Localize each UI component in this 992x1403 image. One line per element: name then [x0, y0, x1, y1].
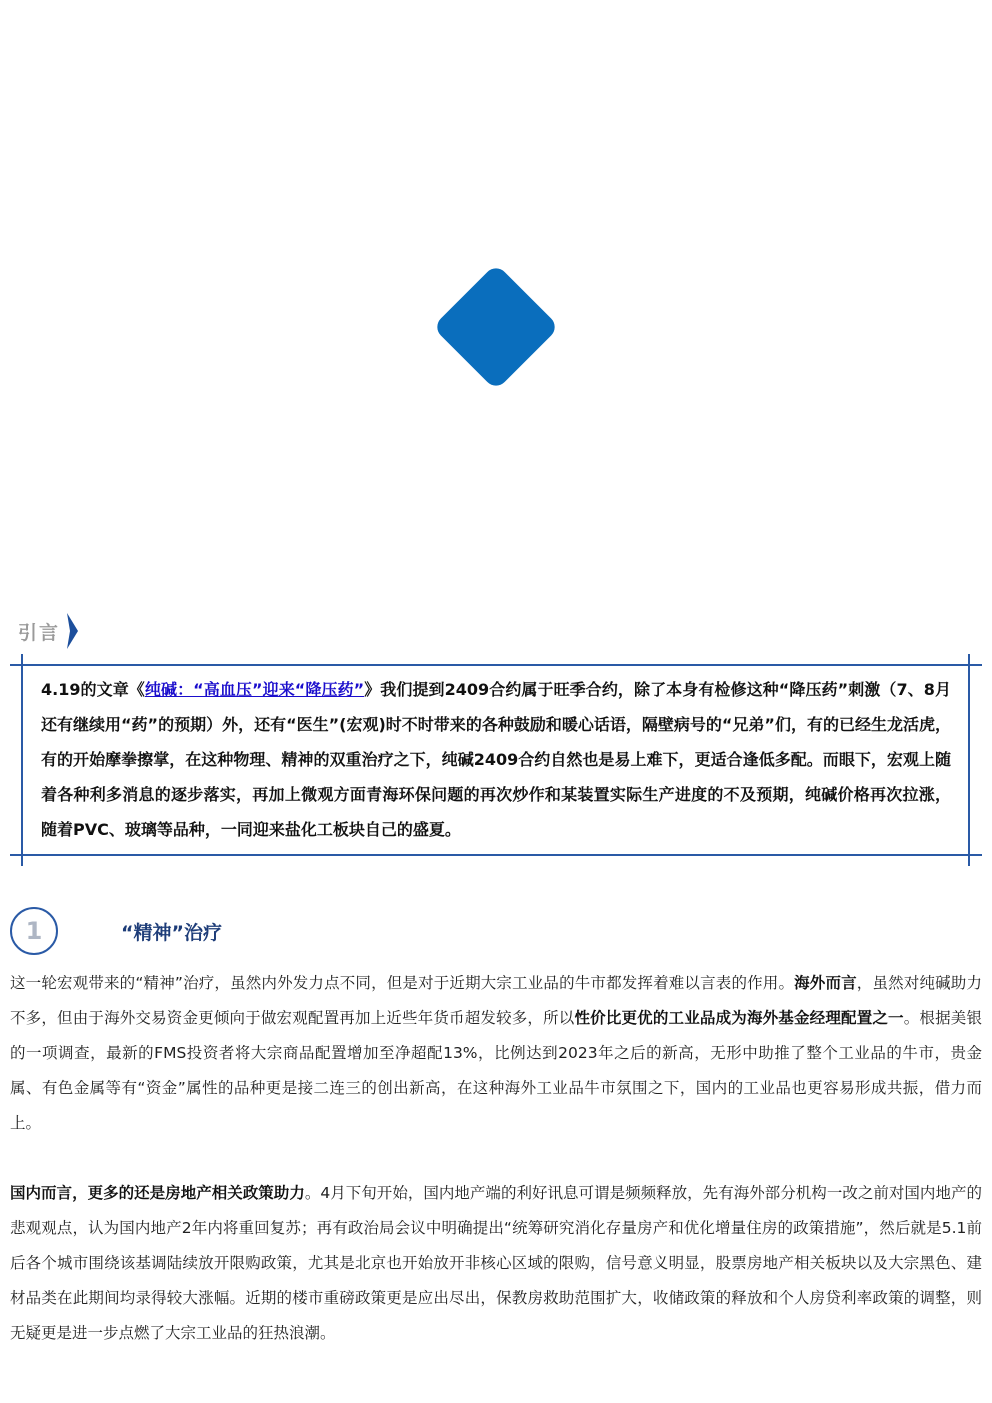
- intro-label-text: 引言: [18, 621, 61, 644]
- body-paragraph-2: 国内而言，更多的还是房地产相关政策助力。4月下旬开始，国内地产端的利好讯息可谓是频频释放，先有海外部分机构一改之前对国内地产的悲观观点，认为国内地产2年内将重回复苏；再有政治局会议中明确提出“统筹研究消化存量房产和优化增量住房的政策措施”，然后就是5.1前后各个城市围绕该基调陆续放开限购政策，尤其是北京也开始放开非核心区域的限购，信号意义明显，股票房地产相关板块以及大宗黑色、建材品类在此期间均录得较大涨幅。近期的楼市重磅政策更是应出尽出，保教房救助范围扩大，收储政策的释放和个人房贷利率政策的调整，则无疑更是进一步点燃了大宗工业品的狂热浪潮。: [10, 1184, 982, 1342]
- article-link[interactable]: 纯碱：“高血压”迎来“降压药”: [144, 680, 365, 699]
- blue-diamond-logo: [425, 256, 567, 398]
- section-number-badge: 1: [10, 907, 58, 955]
- intro-quote-text: 4.19的文章《纯碱：“高血压”迎来“降压药”》我们提到2409合约属于旺季合约，除了本身有检修这种“降压药”刺激（7、8月还有继续用“药”的预期）外，还有“医生”(宏观)时不时带来的各种鼓励和暖心话语，隔壁病号的“兄弟”们，有的已经生龙活虎，有的开始摩拳擦掌，在这种物理、精神的双重治疗之下，纯碱2409合约自然也是易上难下，更适合逢低多配。而眼下，宏观上随着各种利多消息的逐步落实，再加上微观方面青海环保问题的再次炒作和某装置实际生产进度的不及预期，纯碱价格再次拉涨，随着PVC、玻璃等品种，一同迎来盐化工板块自己的盛夏。: [41, 680, 951, 839]
- intro-quote-box: [10, 654, 982, 866]
- section-header: [10, 907, 222, 955]
- intro-label: [18, 614, 78, 648]
- chevron-right-icon: [66, 613, 78, 649]
- quote-right-rule: [968, 654, 970, 866]
- quote-top-rule: [10, 664, 982, 666]
- quote-left-rule: [21, 654, 23, 866]
- quote-bottom-rule: [10, 854, 982, 856]
- section-title: “精神”治疗: [121, 921, 222, 944]
- body-paragraph-1: 这一轮宏观带来的“精神”治疗，虽然内外发力点不同，但是对于近期大宗工业品的牛市都发挥着难以言表的作用。海外而言，虽然对纯碱助力不多，但由于海外交易资金更倾向于做宏观配置再加上近些年货币超发较多，所以性价比更优的工业品成为海外基金经理配置之一。根据美银的一项调查，最新的FMS投资者将大宗商品配置增加至净超配13%，比例达到2023年之后的新高，无形中助推了整个工业品的牛市，贵金属、有色金属等有“资金”属性的品种更是接二连三的创出新高，在这种海外工业品牛市氛围之下，国内的工业品也更容易形成共振，借力而上。: [10, 974, 982, 1132]
